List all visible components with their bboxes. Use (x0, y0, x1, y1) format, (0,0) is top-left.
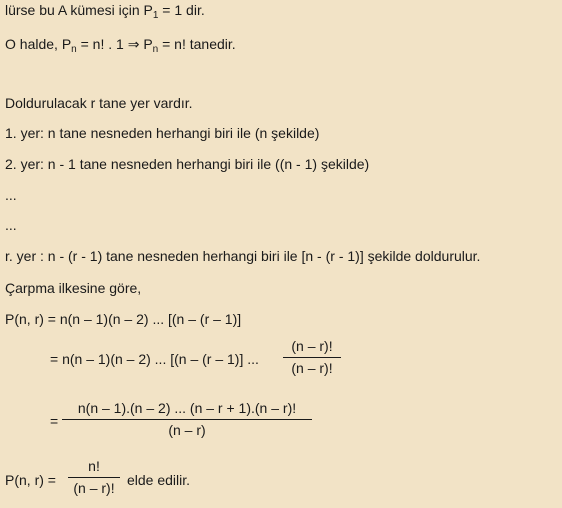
fraction-bar (62, 419, 312, 420)
fraction (68, 458, 120, 497)
text-line-9: Çarpma ilkesine göre, (5, 280, 142, 296)
ellipsis-line-1: ... (5, 187, 17, 203)
formula-line-3-lhs: = (50, 413, 59, 429)
text-line-2 (5, 35, 236, 53)
formula-line-2-lhs: = n(n – 1)(n – 2) ... [(n – (r – 1)] ... (50, 351, 259, 367)
fraction-denominator: (n – r)! (73, 480, 115, 496)
fraction-denominator: (n – r)! (291, 360, 333, 376)
subscript: 1 (152, 10, 159, 21)
fraction (62, 400, 312, 439)
subscript: n (71, 44, 77, 55)
text-segment: = n! tanedir. (158, 36, 236, 52)
fraction-bar (68, 477, 120, 478)
subscript: n (152, 44, 159, 55)
text-line-4: 1. yer: n tane nesneden herhangi biri ile (n şekilde) (5, 125, 320, 141)
text-segment: = n! . 1 ⇒ P (76, 36, 153, 52)
ellipsis-line-2: ... (5, 217, 17, 233)
fraction-numerator: (n – r)! (291, 338, 333, 354)
text-line-8: r. yer : n - (r - 1) tane nesneden herhangi biri ile [n - (r - 1)] şekilde doldurulur. (5, 248, 481, 264)
formula-line-4-lhs: P(n, r) = (5, 472, 56, 488)
fraction-denominator: (n – r) (168, 422, 206, 438)
fraction (283, 338, 341, 377)
text-line-1 (5, 1, 205, 19)
fraction-numerator: n(n – 1).(n – 2) ... (n – r + 1).(n – r)! (77, 400, 297, 416)
text-segment: = 1 dir. (158, 2, 205, 18)
fraction-numerator: n! (88, 458, 100, 474)
fraction-bar (283, 357, 341, 358)
text-line-3: Doldurulacak r tane yer vardır. (5, 95, 193, 111)
text-segment: O halde, P (5, 36, 72, 52)
text-segment: lürse bu A kümesi için P (5, 2, 153, 18)
formula-line-1: P(n, r) = n(n – 1)(n – 2) ... [(n – (r – 1)] (5, 311, 242, 327)
text-line-5: 2. yer: n - 1 tane nesneden herhangi biri ile ((n - 1) şekilde) (5, 156, 370, 172)
formula-line-4-rhs: elde edilir. (127, 472, 191, 488)
